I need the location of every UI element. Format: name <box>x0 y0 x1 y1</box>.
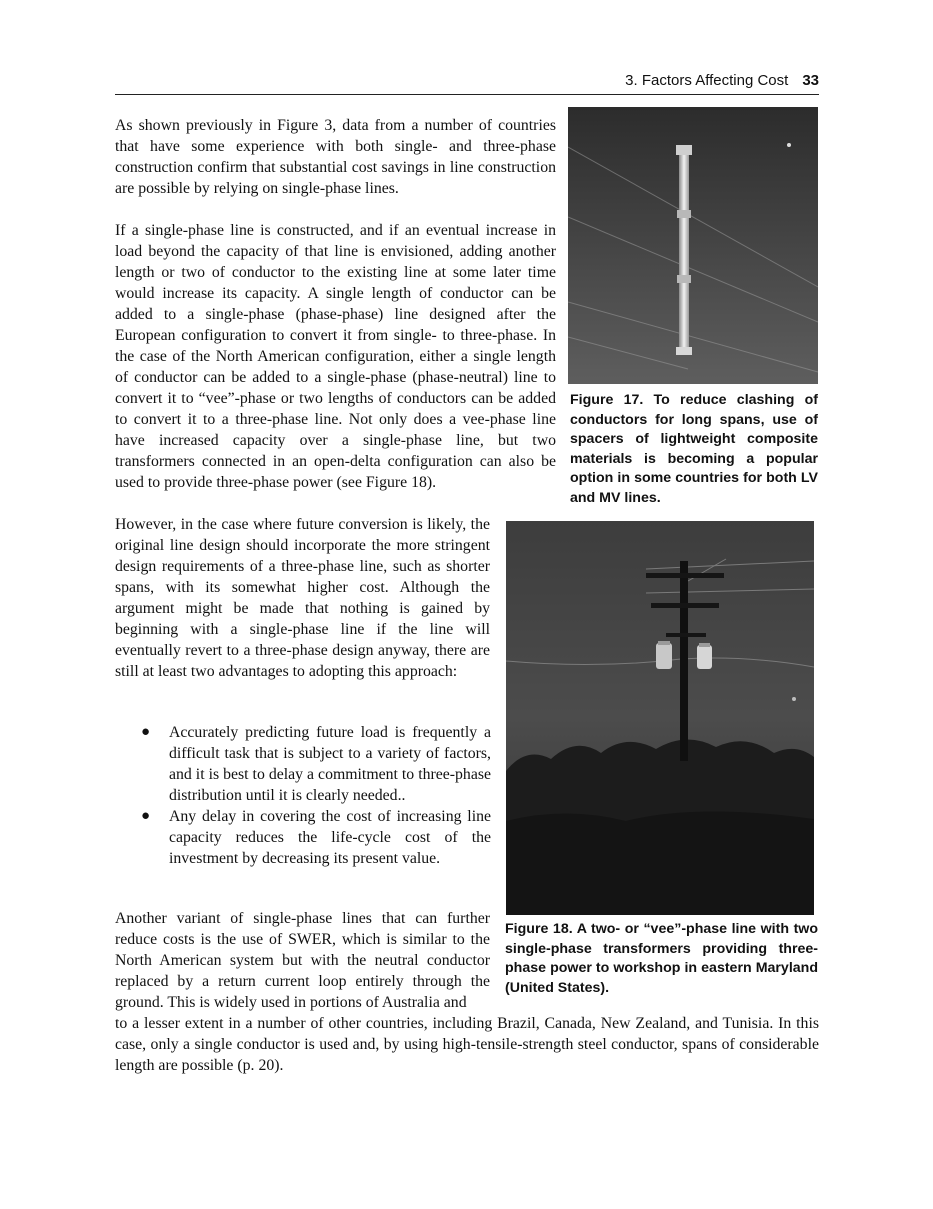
pole-photo-illustration <box>506 521 814 915</box>
paragraph-4-continued: to a lesser extent in a number of other countries, including Brazil, Canada, New Zealand, and Tunisia. In this case, only a single conductor is used and, by using high-tensile-strength steel conductor, spans of considerable length are possible (p. 20). <box>115 1015 819 1074</box>
paragraph-1: As shown previously in Figure 3, data from a number of countries that have some experience with both single- and three-phase construction confirm that substantial cost savings in line construction are possible by relying on single-phase lines. <box>115 117 556 197</box>
spacer-photo-illustration <box>568 107 818 384</box>
list-item <box>140 722 491 806</box>
advantages-list <box>140 722 491 869</box>
paragraph-4-line: ground. This is widely used in portions of Australia and <box>115 994 467 1011</box>
paragraph-4-line: Another variant of single-phase lines that can further <box>115 910 490 927</box>
figure-18-caption: Figure 18. A two- or “vee”-phase line with two single-phase transformers providing three-phase power to workshop in eastern Maryland (United States). <box>505 921 818 996</box>
bullet-icon: ● <box>141 808 151 824</box>
list-item-text: Accurately predicting future load is frequently a difficult task that is subject to a variety of factors, and it is best to delay a commitment to three-phase distribution until it is clearly needed.. <box>169 724 491 804</box>
paragraph-2: If a single-phase line is constructed, and if an eventual increase in load beyond the capacity of that line is envisioned, adding another length or two of conductor to the existing line at some later time would increase its capacity. A single length of conductor can be added to a single-phase (phase-phase) line designed after the European configuration to convert it from single- to three-phase. In the case of the North American configuration, either a single length of conductor can be added to a single-phase (phase-neutral) line to convert it to “vee”-phase or two lengths of conductors can be added to convert it to a three-phase line. Not only does a vee-phase line have increased capacity over a single-phase line, but two transformers connected in an open-delta configuration can also be used to provide three-phase power (see Figure 18). <box>115 222 556 491</box>
paragraph-3: However, in the case where future conversion is likely, the original line design should incorporate the more stringent design requirements of a three-phase line, such as shorter spans, with its somewhat higher cost. Although the argument might be made that nothing is gained by beginning with a single-phase line if the line will eventually revert to a three-phase design anyway, there are still at least two advantages to adopting this approach: <box>115 516 490 680</box>
list-item <box>140 806 491 869</box>
paragraph-4-line: reduce costs is the use of SWER, which is similar to the <box>115 931 490 948</box>
running-header <box>115 72 819 95</box>
paragraph-4-line: North American system but with the neutral conductor <box>115 952 490 969</box>
list-item-text: Any delay in covering the cost of increasing line capacity reduces the life-cycle cost of the investment by decreasing its present value. <box>169 808 491 867</box>
paragraph-4-narrow <box>115 908 490 1013</box>
paragraph-4-line: replaced by a return current loop entirely through the <box>115 973 490 990</box>
figure-17-photo <box>568 107 818 384</box>
figure-17-caption: Figure 17. To reduce clashing of conductors for long spans, use of spacers of lightweight composite materials is becoming a popular option in some countries for both LV and MV lines. <box>570 392 818 506</box>
figure-18-photo <box>506 521 814 915</box>
chapter-title: 3. Factors Affecting Cost <box>625 72 789 89</box>
page-number: 33 <box>802 72 819 89</box>
bullet-icon: ● <box>141 724 151 740</box>
